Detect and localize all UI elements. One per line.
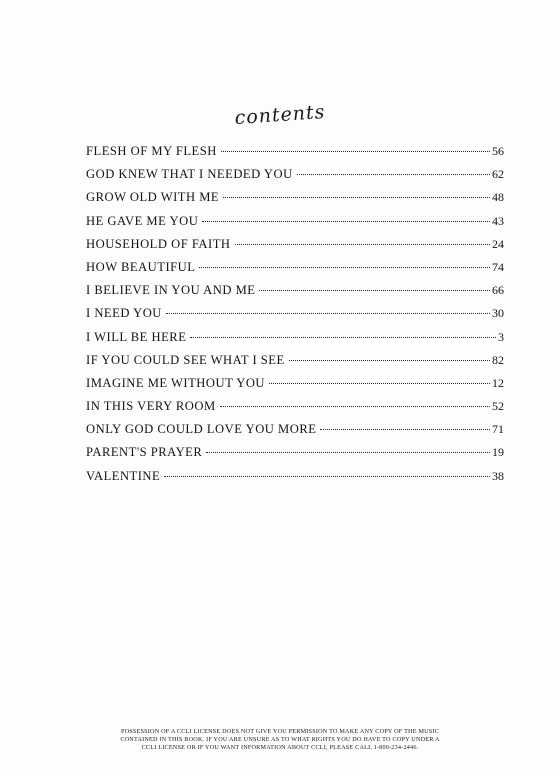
toc-entry	[86, 399, 504, 422]
toc-entry	[86, 330, 504, 353]
toc-entry-page: 30	[492, 306, 504, 321]
toc-entry-title: HOUSEHOLD OF FAITH	[86, 236, 231, 251]
contents-heading: contents	[233, 100, 327, 130]
toc-entry-title: GROW OLD WITH ME	[86, 190, 220, 205]
toc-entry	[86, 260, 504, 283]
toc-entry	[86, 190, 504, 213]
toc-entry	[86, 306, 504, 329]
toc-entry-title: HE GAVE ME YOU	[86, 213, 199, 228]
toc-entry-page: 48	[492, 190, 504, 205]
toc-leader-dots	[269, 383, 490, 384]
toc-leader-dots	[297, 174, 490, 175]
toc-entry-title: PARENT'S PRAYER	[86, 445, 203, 460]
toc-leader-dots	[199, 267, 490, 268]
toc-entry-page: 19	[492, 445, 504, 460]
toc-entry	[86, 376, 504, 399]
toc-leader-dots	[320, 429, 490, 430]
toc-entry	[86, 144, 504, 167]
notice-line: CCLI LICENSE OR IF YOU WANT INFORMATION ABOUT CCLI, PLEASE CALL 1-800-234-2446.	[141, 743, 419, 751]
toc-entry	[86, 469, 504, 492]
toc-leader-dots	[220, 406, 490, 407]
toc-entry-page: 38	[492, 468, 504, 483]
toc-entry-page: 74	[492, 259, 504, 274]
table-of-contents	[86, 144, 504, 492]
toc-entry-page: 12	[492, 375, 504, 390]
toc-entry-title: HOW BEAUTIFUL	[86, 259, 196, 274]
toc-entry	[86, 353, 504, 376]
toc-entry-page: 3	[498, 329, 504, 344]
toc-entry-page: 24	[492, 236, 504, 251]
toc-leader-dots	[221, 151, 490, 152]
toc-entry	[86, 422, 504, 445]
toc-entry-title: I WILL BE HERE	[86, 329, 187, 344]
toc-leader-dots	[164, 476, 490, 477]
toc-entry-page: 82	[492, 352, 504, 367]
notice-line: CONTAINED IN THIS BOOK. IF YOU ARE UNSURE AS TO WHAT RIGHTS YOU DO HAVE TO COPY UNDER A	[120, 735, 440, 743]
toc-entry-title: I BELIEVE IN YOU AND ME	[86, 283, 256, 298]
toc-entry-title: IMAGINE ME WITHOUT YOU	[86, 375, 266, 390]
toc-entry-page: 56	[492, 144, 504, 158]
toc-leader-dots	[206, 452, 490, 453]
toc-leader-dots	[235, 244, 491, 245]
toc-entry-page: 62	[492, 167, 504, 182]
toc-entry-title: GOD KNEW THAT I NEEDED YOU	[86, 167, 293, 182]
toc-entry	[86, 167, 504, 190]
notice-line: POSSESSION OF A CCLI LICENSE DOES NOT GIVE YOU PERMISSION TO MAKE ANY COPY OF THE MUSIC	[120, 728, 440, 735]
toc-entry	[86, 445, 504, 468]
toc-leader-dots	[202, 221, 490, 222]
toc-entry-title: ONLY GOD COULD LOVE YOU MORE	[86, 422, 317, 437]
toc-leader-dots	[259, 290, 490, 291]
toc-entry	[86, 237, 504, 260]
toc-entry	[86, 283, 504, 306]
toc-entry	[86, 214, 504, 237]
toc-leader-dots	[166, 313, 490, 314]
toc-entry-title: I NEED YOU	[86, 306, 162, 321]
toc-entry-title: IF YOU COULD SEE WHAT I SEE	[86, 352, 285, 367]
toc-leader-dots	[190, 337, 496, 338]
toc-entry-title: IN THIS VERY ROOM	[86, 399, 216, 414]
ccli-license-notice	[80, 728, 480, 751]
toc-leader-dots	[289, 360, 490, 361]
toc-entry-title: FLESH OF MY FLESH	[86, 144, 217, 158]
toc-entry-page: 43	[492, 213, 504, 228]
toc-entry-page: 66	[492, 283, 504, 298]
toc-entry-title: VALENTINE	[86, 468, 161, 483]
toc-entry-page: 71	[492, 422, 504, 437]
toc-entry-page: 52	[492, 399, 504, 414]
toc-leader-dots	[223, 197, 490, 198]
